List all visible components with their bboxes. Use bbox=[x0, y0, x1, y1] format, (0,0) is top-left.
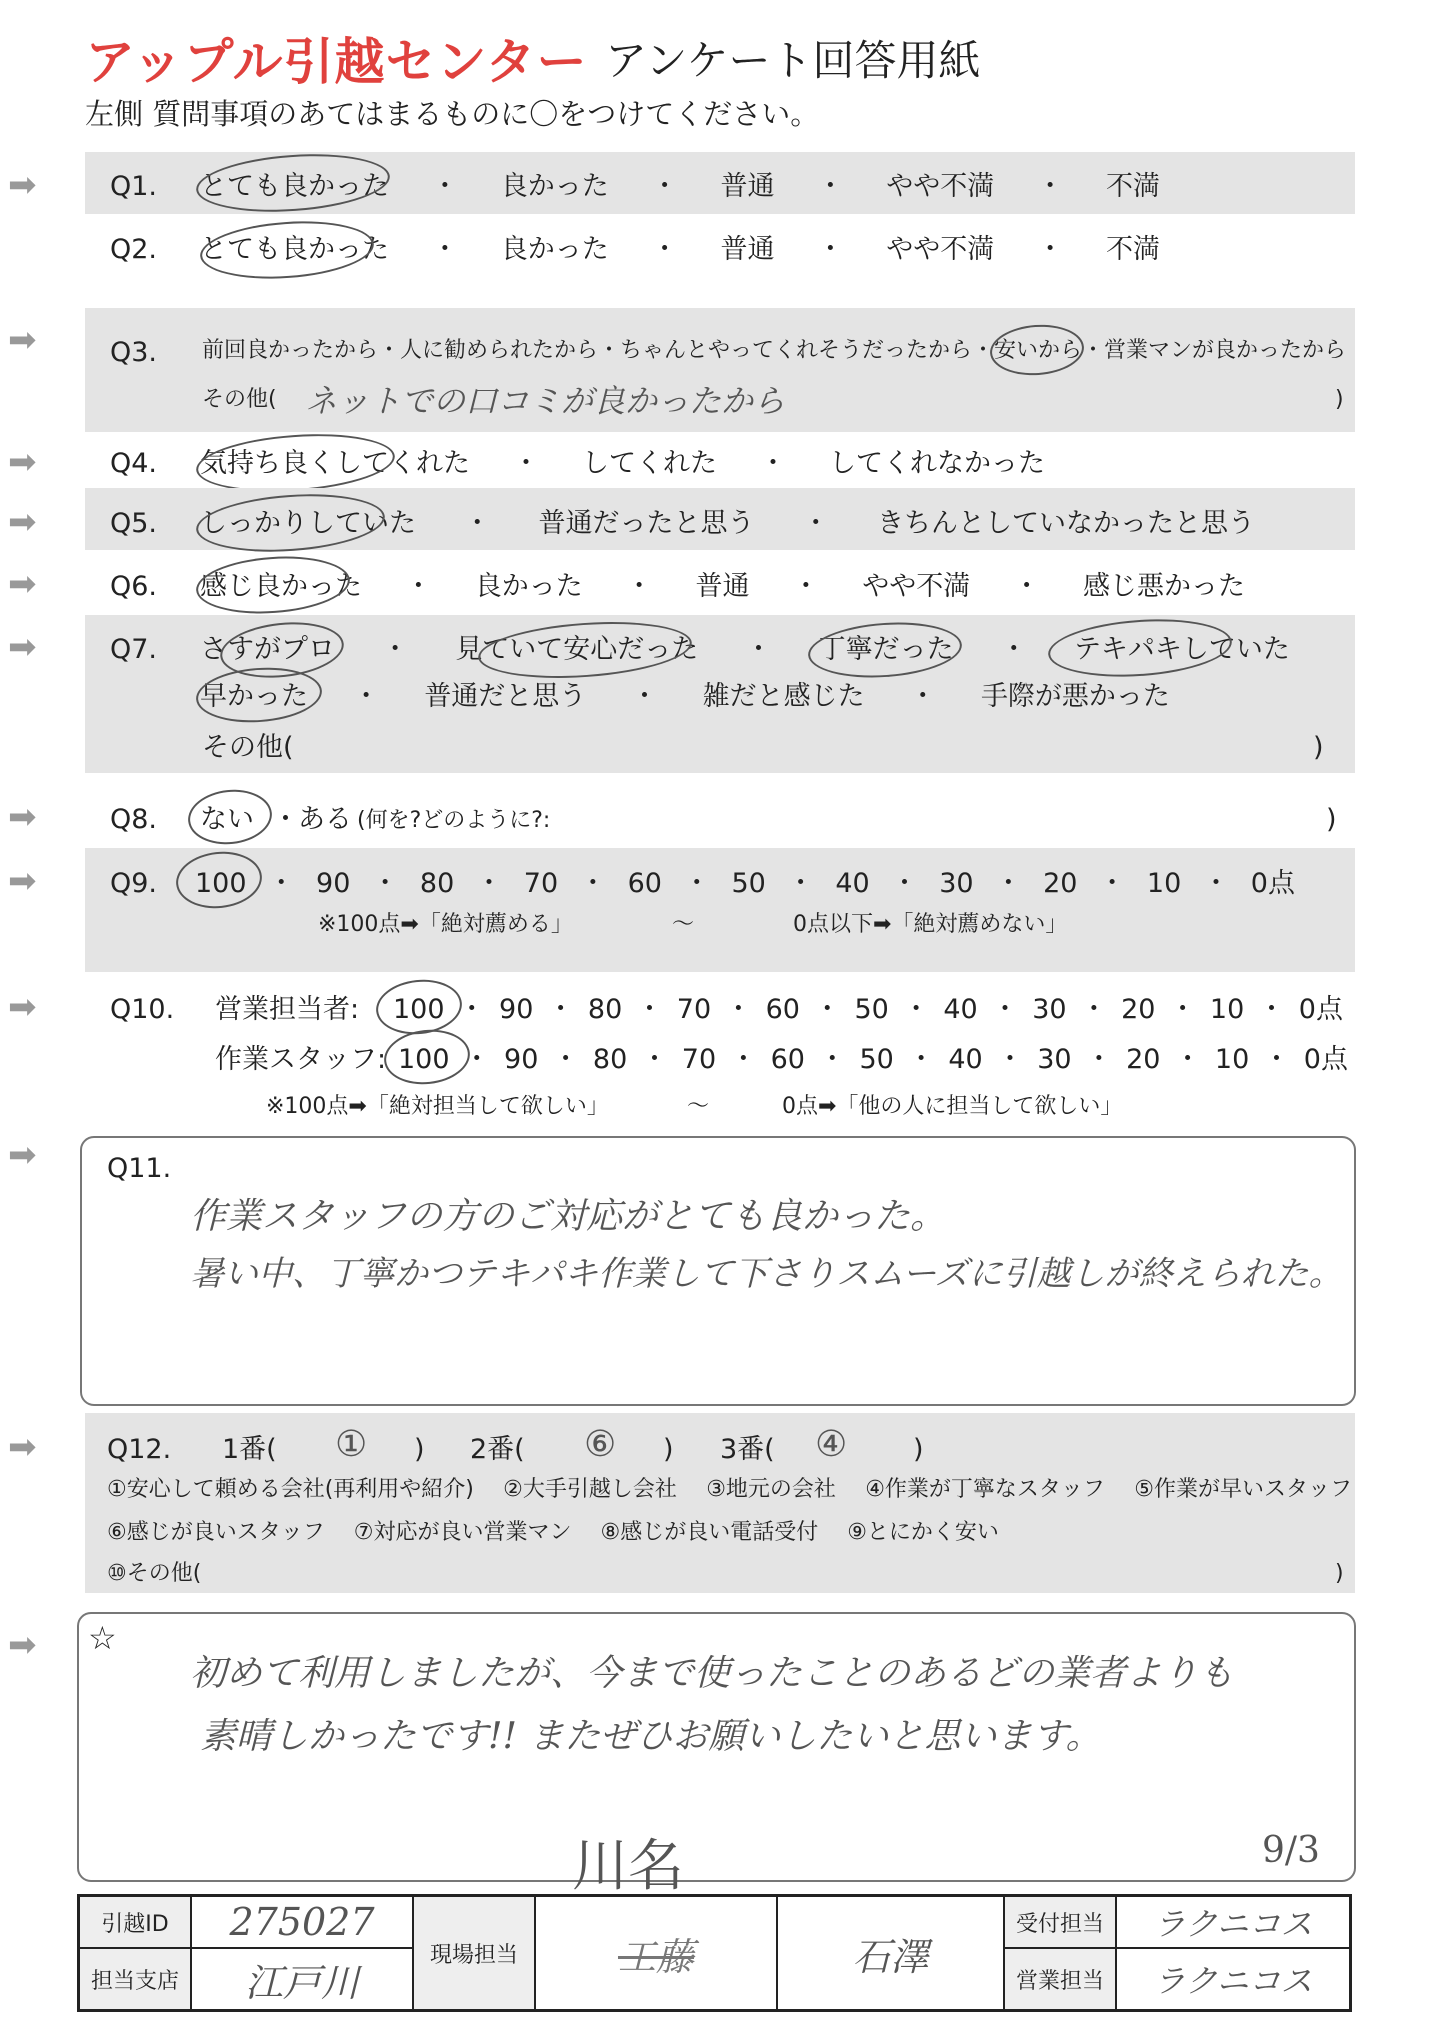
q5-options: しっかりしていた ・ 普通だったと思う ・ きちんとしていなかったと思う bbox=[200, 508, 1255, 539]
q2-options: とても良かった ・ 良かった ・ 普通 ・ やや不満 ・ 不満 bbox=[200, 234, 1160, 265]
q7-options-row1: さすがプロ ・ 見ていて安心だった ・ 丁寧だった ・ テキパキしていた bbox=[200, 634, 1290, 665]
q10-note-right: 0点➡「他の人に担当して欲しい」 bbox=[782, 1094, 1123, 1119]
q10-note-mid: ～ bbox=[687, 1094, 710, 1119]
q10-score[interactable]: 70 bbox=[681, 1044, 717, 1075]
q10-label: Q10. bbox=[110, 994, 175, 1025]
q1-option[interactable]: 不満 bbox=[1106, 171, 1160, 202]
q11-label: Q11. bbox=[107, 1153, 172, 1184]
sales-value: ラクニコス bbox=[1116, 1948, 1351, 2010]
q10-score[interactable]: 10 bbox=[1214, 1044, 1250, 1075]
q9-scores: 100 ・ 90 ・ 80 ・ 70 ・ 60 ・ 50 ・ 40 ・ 30 ・ 20 ・ 10 ・ 0点 bbox=[195, 868, 1295, 899]
q9-note-mid: ～ bbox=[672, 912, 695, 937]
q9-score[interactable]: 40 bbox=[835, 868, 870, 899]
q2-option[interactable]: とても良かった bbox=[200, 234, 389, 265]
q7-other-suffix: ) bbox=[1313, 732, 1324, 763]
q1-label: Q1. bbox=[110, 171, 158, 202]
q5-option[interactable]: 普通だったと思う bbox=[538, 508, 755, 539]
q8-subtext: (何を?どのように?: bbox=[357, 808, 551, 833]
q9-score[interactable]: 100 bbox=[195, 868, 247, 899]
q2-label: Q2. bbox=[110, 234, 158, 265]
arrow-icon: ➡ bbox=[8, 861, 37, 901]
q4-label: Q4. bbox=[110, 448, 158, 479]
q10-score[interactable]: 40 bbox=[943, 994, 978, 1025]
q9-score[interactable]: 30 bbox=[939, 868, 974, 899]
q9-score[interactable]: 50 bbox=[731, 868, 766, 899]
footer-table bbox=[77, 1894, 1352, 2012]
site-staff-overwrite: 川名 bbox=[572, 1834, 684, 1899]
q10-score[interactable]: 20 bbox=[1121, 994, 1156, 1025]
q8-option-none[interactable]: ない bbox=[200, 804, 254, 835]
q11-handwritten-line2: 暑い中、丁寧かつテキパキ作業して下さりスムーズに引越しが終えられた。 bbox=[190, 1254, 1343, 1294]
q2-option[interactable]: 良かった bbox=[500, 234, 609, 265]
q11-handwritten-line1: 作業スタッフの方のご対応がとても良かった。 bbox=[190, 1196, 947, 1237]
q6-option[interactable]: 良かった bbox=[474, 571, 583, 602]
arrow-icon: ➡ bbox=[8, 987, 37, 1027]
q10-score[interactable]: 90 bbox=[499, 994, 534, 1025]
q12-other-prefix: ⑩その他( bbox=[107, 1561, 202, 1586]
arrow-icon: ➡ bbox=[8, 627, 37, 667]
q4-option[interactable]: してくれた bbox=[582, 448, 717, 479]
q7-option[interactable]: 早かった bbox=[200, 681, 308, 712]
q12-choice: ⑨とにかく安い bbox=[847, 1520, 999, 1545]
reception-label: 受付担当 bbox=[1004, 1896, 1116, 1949]
q7-option[interactable]: テキパキしていた bbox=[1073, 634, 1290, 665]
q10-sales-scores: 100 ・ 90 ・ 80 ・ 70 ・ 60 ・ 50 ・ 40 ・ 30 ・ 20 ・ 10 ・ 0点 bbox=[393, 994, 1343, 1025]
q10-sales-label: 営業担当者: bbox=[215, 994, 360, 1025]
q6-label: Q6. bbox=[110, 571, 158, 602]
q8-suffix: ) bbox=[1326, 804, 1337, 835]
q9-band bbox=[85, 848, 1355, 972]
arrow-icon: ➡ bbox=[8, 442, 37, 482]
reception-value: ラクニコス bbox=[1116, 1896, 1351, 1949]
q12-choice: ⑦対応が良い営業マン bbox=[353, 1520, 572, 1545]
comment-line1: 初めて利用しましたが、今まで使ったことのあるどの業者よりも bbox=[190, 1653, 1235, 1694]
q5-label: Q5. bbox=[110, 508, 158, 539]
q10-score[interactable]: 80 bbox=[587, 994, 623, 1025]
q10-score[interactable]: 90 bbox=[504, 1044, 539, 1075]
arrow-icon: ➡ bbox=[8, 564, 37, 604]
q3-other-prefix: その他( bbox=[202, 387, 277, 412]
sales-label: 営業担当 bbox=[1004, 1948, 1116, 2010]
q7-option[interactable]: 見ていて安心だった bbox=[455, 634, 699, 665]
q9-score[interactable]: 90 bbox=[316, 868, 351, 899]
q10-score[interactable]: 0点 bbox=[1298, 994, 1343, 1025]
branch-value: 江戸川 bbox=[191, 1948, 413, 2010]
q8-label: Q8. bbox=[110, 804, 158, 835]
q9-score[interactable]: 0点 bbox=[1250, 868, 1295, 899]
q5-option[interactable]: きちんとしていなかったと思う bbox=[877, 508, 1255, 539]
q7-other-prefix: その他( bbox=[202, 732, 294, 763]
q9-score[interactable]: 20 bbox=[1043, 868, 1078, 899]
q10-score[interactable]: 70 bbox=[676, 994, 712, 1025]
q12-label: Q12. bbox=[107, 1434, 172, 1465]
q1-option[interactable]: とても良かった bbox=[200, 171, 389, 202]
q10-score[interactable]: 60 bbox=[765, 994, 800, 1025]
arrow-icon: ➡ bbox=[8, 320, 37, 360]
q3-other-suffix: ) bbox=[1335, 387, 1344, 412]
q6-option[interactable]: 普通 bbox=[695, 571, 750, 602]
q10-score[interactable]: 10 bbox=[1209, 994, 1245, 1025]
q6-option[interactable]: 感じ悪かった bbox=[1083, 571, 1245, 602]
instruction-text: 左側 質問事項のあてはまるものに〇をつけてください。 bbox=[85, 97, 820, 131]
arrow-icon: ➡ bbox=[8, 165, 37, 205]
q9-note-left: ※100点➡「絶対薦める」 bbox=[318, 912, 573, 937]
comment-date: 9/3 bbox=[1262, 1830, 1320, 1871]
q2-option[interactable]: 普通 bbox=[720, 234, 775, 265]
q3-label: Q3. bbox=[110, 337, 158, 368]
q10-score[interactable]: 60 bbox=[770, 1044, 805, 1075]
company-name: アップル引越センター bbox=[85, 33, 588, 91]
arrow-icon: ➡ bbox=[8, 502, 37, 542]
q3-handwritten-answer: ネットでの口コミが良かったから bbox=[305, 382, 786, 420]
q8-option-some[interactable]: ある bbox=[298, 804, 352, 835]
arrow-icon: ➡ bbox=[8, 1427, 37, 1467]
q7-option[interactable]: 手際が悪かった bbox=[980, 681, 1170, 712]
q4-options: 気持ち良くしてくれた ・ してくれた ・ してくれなかった bbox=[200, 448, 1045, 479]
q1-option[interactable]: 普通 bbox=[720, 171, 775, 202]
q12-third-label: 3番( bbox=[720, 1434, 775, 1465]
q7-options-row2: 早かった ・ 普通だと思う ・ 雑だと感じた ・ 手際が悪かった bbox=[200, 681, 1170, 712]
q10-score[interactable]: 100 bbox=[398, 1044, 450, 1075]
q10-score[interactable]: 0点 bbox=[1303, 1044, 1348, 1075]
q12-choice: ④作業が丁寧なスタッフ bbox=[865, 1477, 1105, 1502]
q9-note-right: 0点以下➡「絶対薦めない」 bbox=[793, 912, 1068, 937]
arrow-icon: ➡ bbox=[8, 797, 37, 837]
q10-score[interactable]: 100 bbox=[393, 994, 445, 1025]
q10-score[interactable]: 40 bbox=[948, 1044, 983, 1075]
q1-option[interactable]: 良かった bbox=[500, 171, 609, 202]
comment-line2: 素晴しかったです!! またぜひお願いしたいと思います。 bbox=[200, 1716, 1102, 1757]
q12-choice: ⑥感じが良いスタッフ bbox=[107, 1520, 325, 1545]
q12-choices-row1 bbox=[107, 1479, 1352, 1501]
q3-options: 前回良かったから・人に勧められたから・ちゃんとやってくれそうだったから・安いから・営業マンが良かったから bbox=[202, 338, 1347, 363]
q12-other-suffix: ) bbox=[1335, 1561, 1344, 1586]
q10-score[interactable]: 20 bbox=[1126, 1044, 1161, 1075]
arrow-icon: ➡ bbox=[8, 1625, 37, 1665]
q2-option[interactable]: 不満 bbox=[1106, 234, 1160, 265]
q10-staff-label: 作業スタッフ: bbox=[215, 1044, 387, 1075]
q5-option[interactable]: しっかりしていた bbox=[200, 508, 416, 539]
q12-second-value: ⑥ bbox=[584, 1424, 617, 1465]
arrow-icon: ➡ bbox=[8, 1135, 37, 1175]
q7-option[interactable]: 雑だと感じた bbox=[702, 681, 865, 712]
q1-option[interactable]: やや不満 bbox=[886, 171, 995, 202]
q12-third-value: ④ bbox=[815, 1424, 848, 1465]
q12-first-value: ① bbox=[335, 1424, 368, 1465]
q4-option[interactable]: してくれなかった bbox=[829, 448, 1045, 479]
q10-score[interactable]: 30 bbox=[1032, 994, 1067, 1025]
site-staff-second: 石澤 bbox=[777, 1896, 1004, 2011]
q2-option[interactable]: やや不満 bbox=[886, 234, 995, 265]
q10-score[interactable]: 50 bbox=[854, 994, 889, 1025]
q7-option[interactable]: 普通だと思う bbox=[424, 681, 587, 712]
q12-choice: ①安心して頼める会社(再利用や紹介) bbox=[107, 1477, 474, 1502]
q4-option[interactable]: 気持ち良くしてくれた bbox=[200, 448, 470, 479]
form-title: アンケート回答用紙 bbox=[605, 36, 981, 85]
q6-option[interactable]: やや不満 bbox=[862, 571, 971, 602]
move-id-value: 275027 bbox=[191, 1896, 413, 1949]
q10-score[interactable]: 80 bbox=[592, 1044, 628, 1075]
q12-choice: ②大手引越し会社 bbox=[503, 1477, 677, 1502]
q12-choice: ③地元の会社 bbox=[706, 1477, 836, 1502]
star-icon: ☆ bbox=[88, 1619, 117, 1657]
q12-choice: ⑧感じが良い電話受付 bbox=[600, 1520, 819, 1545]
q12-second-label: 2番( bbox=[470, 1434, 525, 1465]
q10-score[interactable]: 50 bbox=[859, 1044, 894, 1075]
q9-label: Q9. bbox=[110, 868, 158, 899]
branch-label: 担当支店 bbox=[79, 1948, 192, 2010]
q7-option[interactable]: 丁寧だった bbox=[818, 634, 954, 665]
q9-score[interactable]: 10 bbox=[1146, 868, 1182, 899]
q1-options: とても良かった ・ 良かった ・ 普通 ・ やや不満 ・ 不満 bbox=[200, 171, 1160, 202]
q7-label: Q7. bbox=[110, 634, 158, 665]
q9-score[interactable]: 70 bbox=[523, 868, 559, 899]
q10-score[interactable]: 30 bbox=[1037, 1044, 1072, 1075]
q12-choice: ⑤作業が早いスタッフ bbox=[1134, 1477, 1352, 1502]
q12-choices-row2 bbox=[107, 1522, 999, 1544]
q7-option[interactable]: さすがプロ bbox=[200, 634, 335, 665]
q12-first-label: 1番( bbox=[222, 1434, 277, 1465]
q6-option[interactable]: 感じ良かった bbox=[200, 571, 362, 602]
q10-staff-scores: 100 ・ 90 ・ 80 ・ 70 ・ 60 ・ 50 ・ 40 ・ 30 ・ 20 ・ 10 ・ 0点 bbox=[398, 1044, 1348, 1075]
site-staff-label: 現場担当 bbox=[413, 1896, 535, 2011]
q6-options: 感じ良かった ・ 良かった ・ 普通 ・ やや不満 ・ 感じ悪かった bbox=[200, 571, 1245, 602]
site-staff-struck: 工藤 bbox=[535, 1896, 777, 2011]
move-id-label: 引越ID bbox=[79, 1896, 192, 1949]
q10-note-left: ※100点➡「絶対担当して欲しい」 bbox=[266, 1094, 609, 1119]
q9-score[interactable]: 80 bbox=[419, 868, 455, 899]
q9-score[interactable]: 60 bbox=[627, 868, 662, 899]
